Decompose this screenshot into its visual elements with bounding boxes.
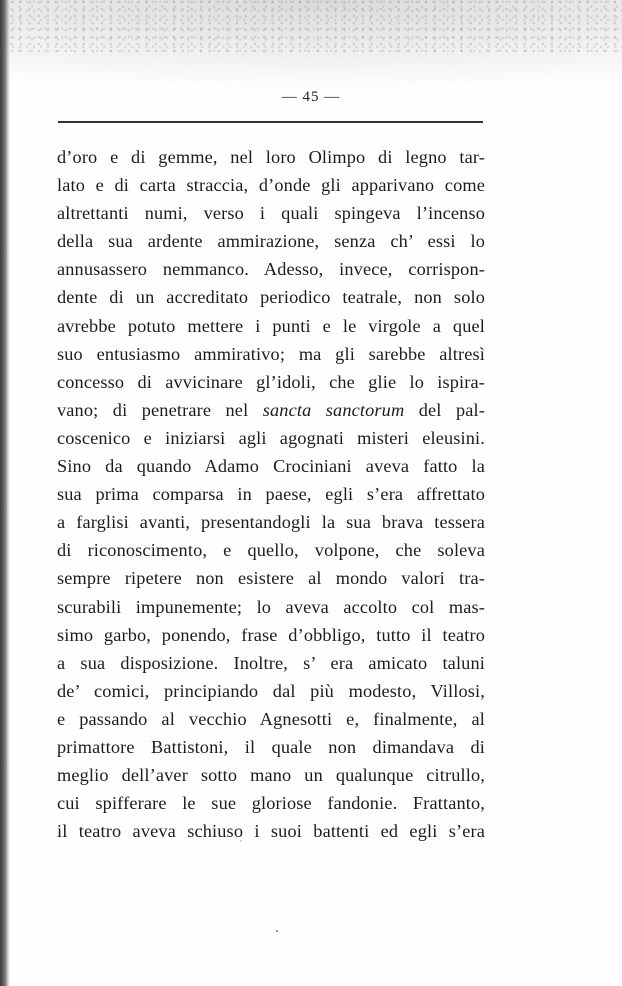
text-line: di riconoscimento, e quello, volpone, che soleva (57, 540, 485, 561)
text-line: Sino da quando Adamo Crociniani aveva fatto la (57, 456, 485, 477)
book-binding-edge (0, 0, 7, 986)
italic-phrase: sancta sanctorum (262, 399, 405, 420)
text-line: della sua ardente ammirazione, senza ch’ essi lo (57, 231, 485, 252)
paper-texture (10, 0, 622, 55)
text-line: simo garbo, ponendo, frase d’obbligo, tutto il teatro (57, 624, 485, 645)
text-line-with-italic (57, 396, 485, 424)
header-rule (58, 121, 483, 123)
text-line: scurabili impunemente; lo aveva accolto col mas- (57, 596, 485, 617)
text-line: altrettanti numi, verso i quali spingeva l’incenso (57, 203, 485, 224)
text-line: avrebbe potuto mettere i punti e le virgole a quel (57, 315, 485, 336)
page-number: — 45 — (281, 89, 341, 105)
text-line: sua prima comparsa in paese, egli s’era affrettato (57, 484, 485, 505)
text-line: dente di un accreditato periodico teatrale, non solo (57, 287, 485, 308)
text-line: annusassero nemmanco. Adesso, invece, corrispon- (57, 259, 485, 280)
text-line: e passando al vecchio Agnesotti e, finalmente, al (57, 708, 485, 729)
text-line: a sua disposizione. Inoltre, s’ era amicato taluni (57, 652, 485, 673)
ink-speck (276, 930, 278, 932)
text-line: a farglisi avanti, presentandogli la sua brava tessera (57, 512, 485, 533)
text-line: cui spifferare le sue gloriose fandonie. Frattanto, (57, 793, 485, 814)
text-line: sempre ripetere non esistere al mondo valori tra- (57, 568, 485, 589)
text-segment: vano; di penetrare nel (57, 399, 263, 420)
body-text (57, 143, 485, 845)
text-line: d’oro e di gemme, nel loro Olimpo di legno tar- (57, 147, 485, 167)
ink-speck (240, 840, 242, 842)
text-line: concesso di avvicinare gl’idoli, che glie lo ispira- (57, 371, 485, 392)
text-line: de’ comici, principiando dal più modesto, Villosi, (57, 680, 485, 701)
text-line: il teatro aveva schiuso i suoi battenti ed egli s’era (57, 821, 485, 842)
text-line: suo entusiasmo ammirativo; ma gli sarebbe altresì (57, 343, 485, 364)
text-line: primattore Battistoni, il quale non dimandava di (57, 736, 485, 757)
text-segment: del pal- (404, 399, 485, 420)
text-line: meglio dell’aver sotto mano un qualunque citrullo, (57, 765, 485, 786)
text-line: lato e di carta straccia, d’onde gli apparivano come (57, 175, 485, 196)
text-line: coscenico e iniziarsi agli agognati misteri eleusini. (57, 427, 485, 448)
